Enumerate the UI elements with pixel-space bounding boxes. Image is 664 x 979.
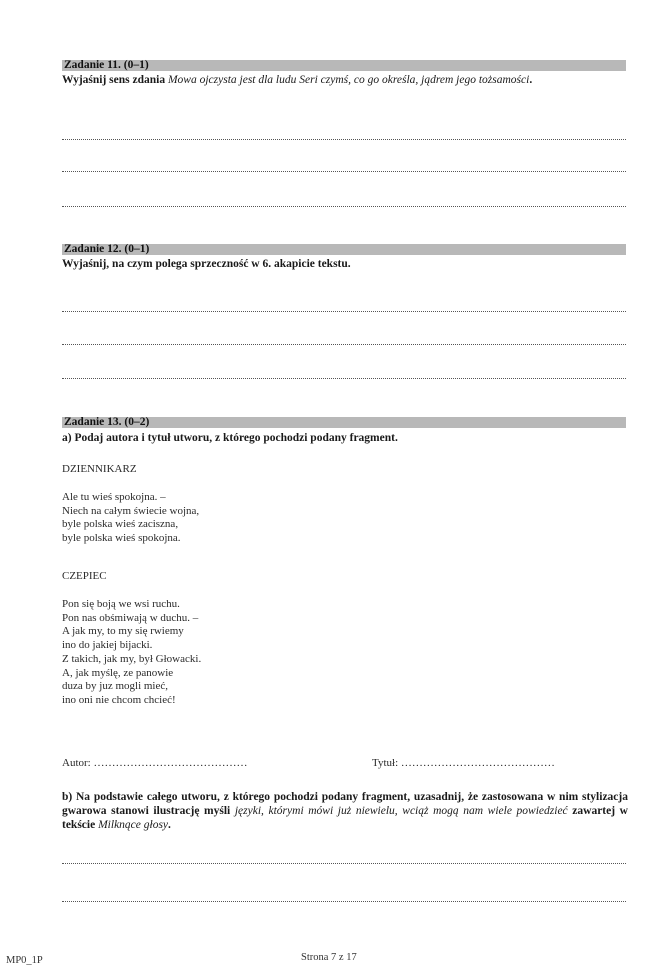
task-13b-source-title: Milknące głosy bbox=[98, 819, 169, 831]
task-13-header-bar bbox=[62, 417, 626, 428]
task-13-header: Zadanie 13. (0–2) bbox=[64, 416, 150, 428]
poem-line: Niech na całym świecie wojna, bbox=[62, 504, 200, 517]
task-13b-text-2: zawartej w tekście bbox=[62, 805, 628, 831]
task-11-header-bar bbox=[62, 60, 626, 71]
task-11-header: Zadanie 11. (0–1) bbox=[64, 59, 149, 71]
poem-line: Pon się boją we wsi ruchu. bbox=[62, 598, 180, 610]
answer-line[interactable] bbox=[62, 206, 626, 207]
poem-line: ino oni nie chcom chcieć! bbox=[62, 693, 176, 706]
poem-lines-2 bbox=[62, 598, 201, 708]
answer-line[interactable] bbox=[62, 863, 626, 864]
answer-line[interactable] bbox=[62, 139, 626, 140]
poem-line: Ale tu wieś spokojna. – bbox=[62, 491, 166, 503]
task-13a-question: a) Podaj autora i tytuł utworu, z którego pochodzi podany fragment. bbox=[62, 432, 398, 444]
poem-line: Z takich, jak my, był Głowacki. bbox=[62, 652, 202, 665]
answer-line[interactable] bbox=[62, 344, 626, 345]
task-13b-question bbox=[62, 790, 628, 832]
title-field[interactable]: Tytuł: …………………………………… bbox=[372, 757, 555, 769]
task-12-header-bar bbox=[62, 244, 626, 255]
speaker-dziennikarz: DZIENNIKARZ bbox=[62, 463, 137, 475]
task-13b-end: . bbox=[168, 819, 171, 831]
poem-lines-1 bbox=[62, 491, 199, 546]
poem-line: ino do jakiej bijacki. bbox=[62, 639, 153, 652]
task-11-question-text: Wyjaśnij sens zdania bbox=[62, 74, 168, 86]
poem-line: A, jak myślę, ze panowie bbox=[62, 666, 174, 679]
task-11-question-end: . bbox=[529, 74, 533, 86]
answer-line[interactable] bbox=[62, 311, 626, 312]
task-11-quote: Mowa ojczysta jest dla ludu Seri czymś, co go określa, jądrem jego tożsamości bbox=[167, 74, 530, 86]
answer-line[interactable] bbox=[62, 378, 626, 379]
task-12-question: Wyjaśnij, na czym polega sprzeczność w 6. akapicie tekstu. bbox=[62, 258, 351, 270]
poem-line: byle polska wieś zaciszna, bbox=[62, 518, 179, 531]
speaker-czepiec: CZEPIEC bbox=[62, 570, 107, 582]
answer-line[interactable] bbox=[62, 171, 626, 172]
exam-code: MP0_1P bbox=[6, 955, 43, 966]
poem-line: Pon nas obśmiwają w duchu. – bbox=[62, 611, 199, 624]
author-field[interactable]: Autor: …………………………………… bbox=[62, 757, 248, 769]
task-11-question bbox=[62, 73, 626, 87]
poem-line: A jak my, to my się rwiemy bbox=[62, 625, 184, 638]
poem-line: duza by juz mogli mieć, bbox=[62, 680, 168, 693]
task-13b-quote: języki, którymi mówi już niewielu, wciąż mogą nam wiele powiedzieć bbox=[234, 805, 568, 817]
poem-line: byle polska wieś spokojna. bbox=[62, 532, 181, 545]
task-12-header: Zadanie 12. (0–1) bbox=[64, 243, 150, 255]
answer-line[interactable] bbox=[62, 901, 626, 902]
task-13b-text: b) Na podstawie całego utworu, z którego pochodzi podany fragment, uzasadnij, że zastosowana w nim stylizacja gwarowa stanowi ilustrację myśli bbox=[62, 791, 628, 817]
page-number: Strona 7 z 17 bbox=[301, 952, 357, 963]
